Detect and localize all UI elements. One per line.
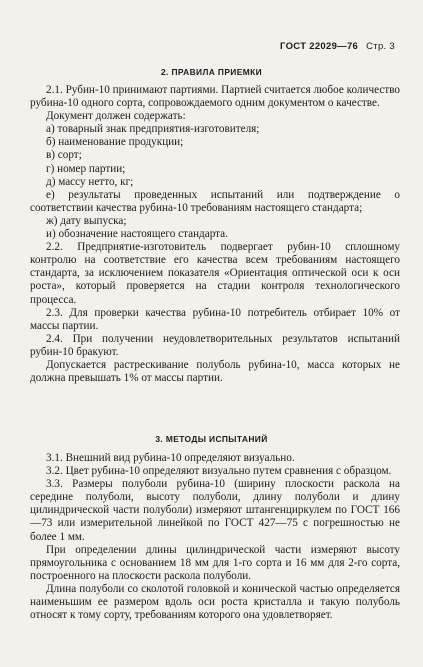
document-intro: Документ должен содержать: — [46, 110, 186, 123]
paragraph-3-3: 3.3. Размеры полуболи рубина-10 (ширину плоскости раскола на середине полуболи, высоту полуболи, длину полуболи и длину цилиндрической части полуболи) измеряют штангенциркулем по ГОСТ 166—73 или измерительной линейкой по ГОСТ 427—75 с погрешностью не более 1 мм. — [30, 478, 400, 543]
list-item: ж) дату выпуска; — [46, 214, 127, 227]
paragraph-2-4: 2.4. При получении неудовлетворительных результатов испытаний рубин-10 бракуют. — [30, 332, 400, 358]
list-item: д) массу нетто, кг; — [46, 175, 134, 188]
paragraph-3-1: 3.1. Внешний вид рубина-10 определяют визуально. — [46, 452, 295, 464]
paragraph-2-2: 2.2. Предприятие-изготовитель подвергает рубин-10 сплошному контролю на соответствие его качества всем требованиям настоящего стандарта, за исключением показателя «Ориентация оптической оси к оси роста», который проверяется на стадии контроля технологического процесса. — [30, 241, 400, 306]
paragraph-3-2: 3.2. Цвет рубина-10 определяют визуально путем сравнения с образцом. — [46, 465, 392, 478]
list-item: а) товарный знак предприятия-изготовителя; — [46, 123, 260, 136]
section-2-title: 2. ПРАВИЛА ПРИЕМКИ — [160, 67, 263, 77]
paragraph-2-1: 2.1. Рубин-10 принимают партиями. Партией считается любое количество рубина-10 одного сорта, сопровождаемого одним документом о качестве. — [30, 84, 401, 110]
section-2-body — [30, 84, 400, 385]
page-header — [280, 41, 395, 52]
paragraph-2-4-note: Допускается растрескивание полуболь рубина-10, масса которых не должна превышать 1% от массы партии. — [30, 358, 400, 385]
list-item: е) результаты проведенных испытаний или подтверждение о соответствии качества рубина-10 требованиям настоящего стандарта; — [30, 188, 400, 214]
paragraph-3-3-length: Длина полуболи со сколотой головкой и конической частью определяется наименьшим ее размером вдоль оси роста кристалла и такую полуболь относят к тому сорту, требованиям которого она удовлетворяет. — [30, 582, 400, 622]
list-item: в) сорт; — [46, 149, 82, 162]
paragraph-2-3: 2.3. Для проверки качества рубина-10 потребитель отбирает 10% от массы партии. — [30, 306, 400, 332]
section-3-body — [30, 452, 400, 622]
page-number: Стр. 3 — [366, 41, 395, 52]
list-item: и) обозначение настоящего стандарта. — [46, 228, 228, 241]
standard-number: ГОСТ 22029—76 — [280, 41, 359, 52]
list-item: г) номер партии; — [46, 162, 126, 175]
list-item: б) наименование продукции; — [46, 136, 184, 149]
paragraph-3-3-cylinder: При определении длины цилиндрической части измеряют высоту прямоугольника с основанием 18 мм для 1-го сорта и 16 мм для 2-го сорта, построенного на плоскости раскола полуболи. — [30, 543, 400, 582]
section-3-title: 3. МЕТОДЫ ИСПЫТАНИЙ — [155, 434, 268, 444]
